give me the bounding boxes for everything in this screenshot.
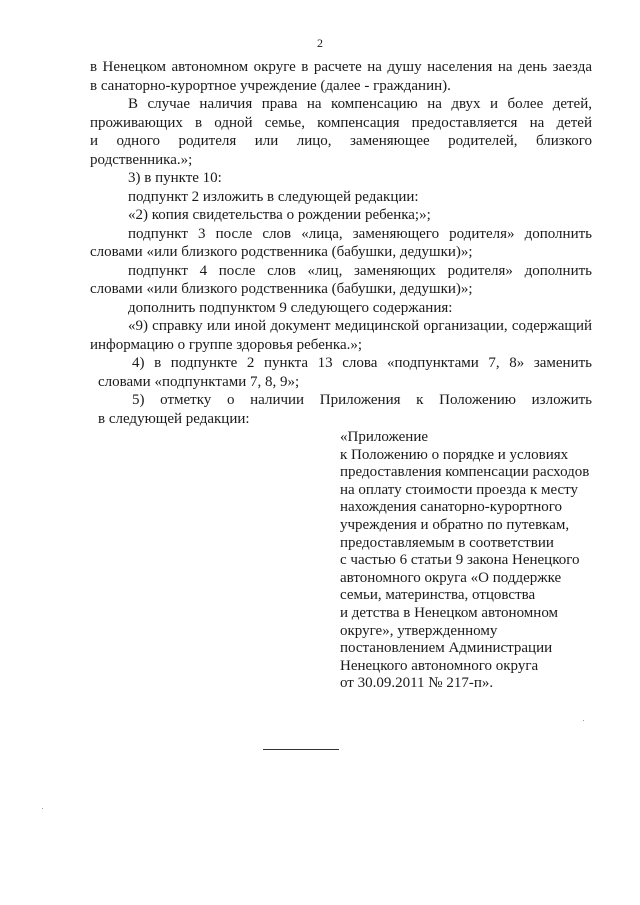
appendix-line-9: автономного округа «О поддержке bbox=[340, 569, 562, 586]
body-line-8: подпункт 2 изложить в следующей редакции: bbox=[128, 188, 419, 205]
body-line-5: и одного родителя или лицо, заменяющее родителей, близкого bbox=[90, 133, 592, 149]
appendix-line-14: Ненецкого автономного округа bbox=[340, 657, 539, 674]
appendix-line-13: постановлением Администрации bbox=[340, 640, 553, 657]
appendix-line-1: «Приложение bbox=[340, 429, 429, 445]
body-line-3: В случае наличия права на компенсацию на двух и более детей, bbox=[128, 96, 592, 112]
body-line-11: словами «или близкого родственника (бабушки, дедушки)»; bbox=[90, 244, 473, 260]
appendix-line-3: предоставления компенсации расходов bbox=[340, 464, 590, 481]
appendix-line-4: на оплату стоимости проезда к месту bbox=[340, 481, 579, 498]
body-line-10: подпункт 3 после слов «лица, заменяющего родителя» дополнить bbox=[128, 225, 592, 242]
appendix-line-11: и детства в Ненецком автономном bbox=[340, 604, 559, 621]
appendix-line-2: к Положению о порядке и условиях bbox=[340, 446, 569, 463]
appendix-line-10: семьи, материнства, отцовства bbox=[340, 587, 536, 604]
appendix-line-12: округе», утвержденному bbox=[340, 622, 498, 639]
scan-speck bbox=[583, 720, 584, 721]
body-line-12: подпункт 4 после слов «лиц, заменяющих родителя» дополнить bbox=[128, 262, 592, 279]
appendix-line-7: предоставляемым в соответствии bbox=[340, 534, 554, 551]
body-line-16: информацию о группе здоровья ребенка.»; bbox=[90, 336, 363, 353]
body-line-2: в санаторно-курортное учреждение (далее - гражданин). bbox=[90, 77, 451, 94]
body-line-7: 3) в пункте 10: bbox=[128, 170, 222, 186]
body-line-13: словами «или близкого родственника (бабушки, дедушки)»; bbox=[90, 281, 473, 297]
body-line-6: родственника.»; bbox=[90, 151, 193, 168]
amendment-body-text bbox=[90, 58, 592, 428]
body-line-20: в следующей редакции: bbox=[98, 410, 250, 427]
scan-speck bbox=[42, 808, 43, 809]
appendix-heading-block bbox=[340, 429, 610, 693]
page-number: 2 bbox=[317, 36, 323, 50]
body-line-14: дополнить подпунктом 9 следующего содержания: bbox=[128, 299, 453, 316]
appendix-line-8: с частью 6 статьи 9 закона Ненецкого bbox=[340, 552, 580, 569]
appendix-line-6: учреждения и обратно по путевкам, bbox=[340, 516, 570, 533]
body-line-1: в Ненецком автономном округе в расчете на душу населения на день заезда bbox=[90, 59, 592, 75]
body-line-4: проживающих в одной семье, компенсация предоставляется на детей bbox=[90, 114, 592, 131]
body-line-9: «2) копия свидетельства о рождении ребенка;»; bbox=[128, 207, 431, 223]
body-line-17: 4) в подпункте 2 пункта 13 слова «подпунктами 7, 8» заменить bbox=[132, 355, 592, 371]
appendix-line-5: нахождения санаторно-курортного bbox=[340, 499, 563, 516]
body-line-15: «9) справку или иной документ медицинской организации, содержащий bbox=[128, 318, 592, 334]
end-separator-line bbox=[263, 749, 339, 750]
body-line-19: 5) отметку о наличии Приложения к Положению изложить bbox=[132, 392, 592, 408]
appendix-line-15: от 30.09.2011 № 217-п». bbox=[340, 675, 494, 692]
body-line-18: словами «подпунктами 7, 8, 9»; bbox=[98, 373, 300, 390]
